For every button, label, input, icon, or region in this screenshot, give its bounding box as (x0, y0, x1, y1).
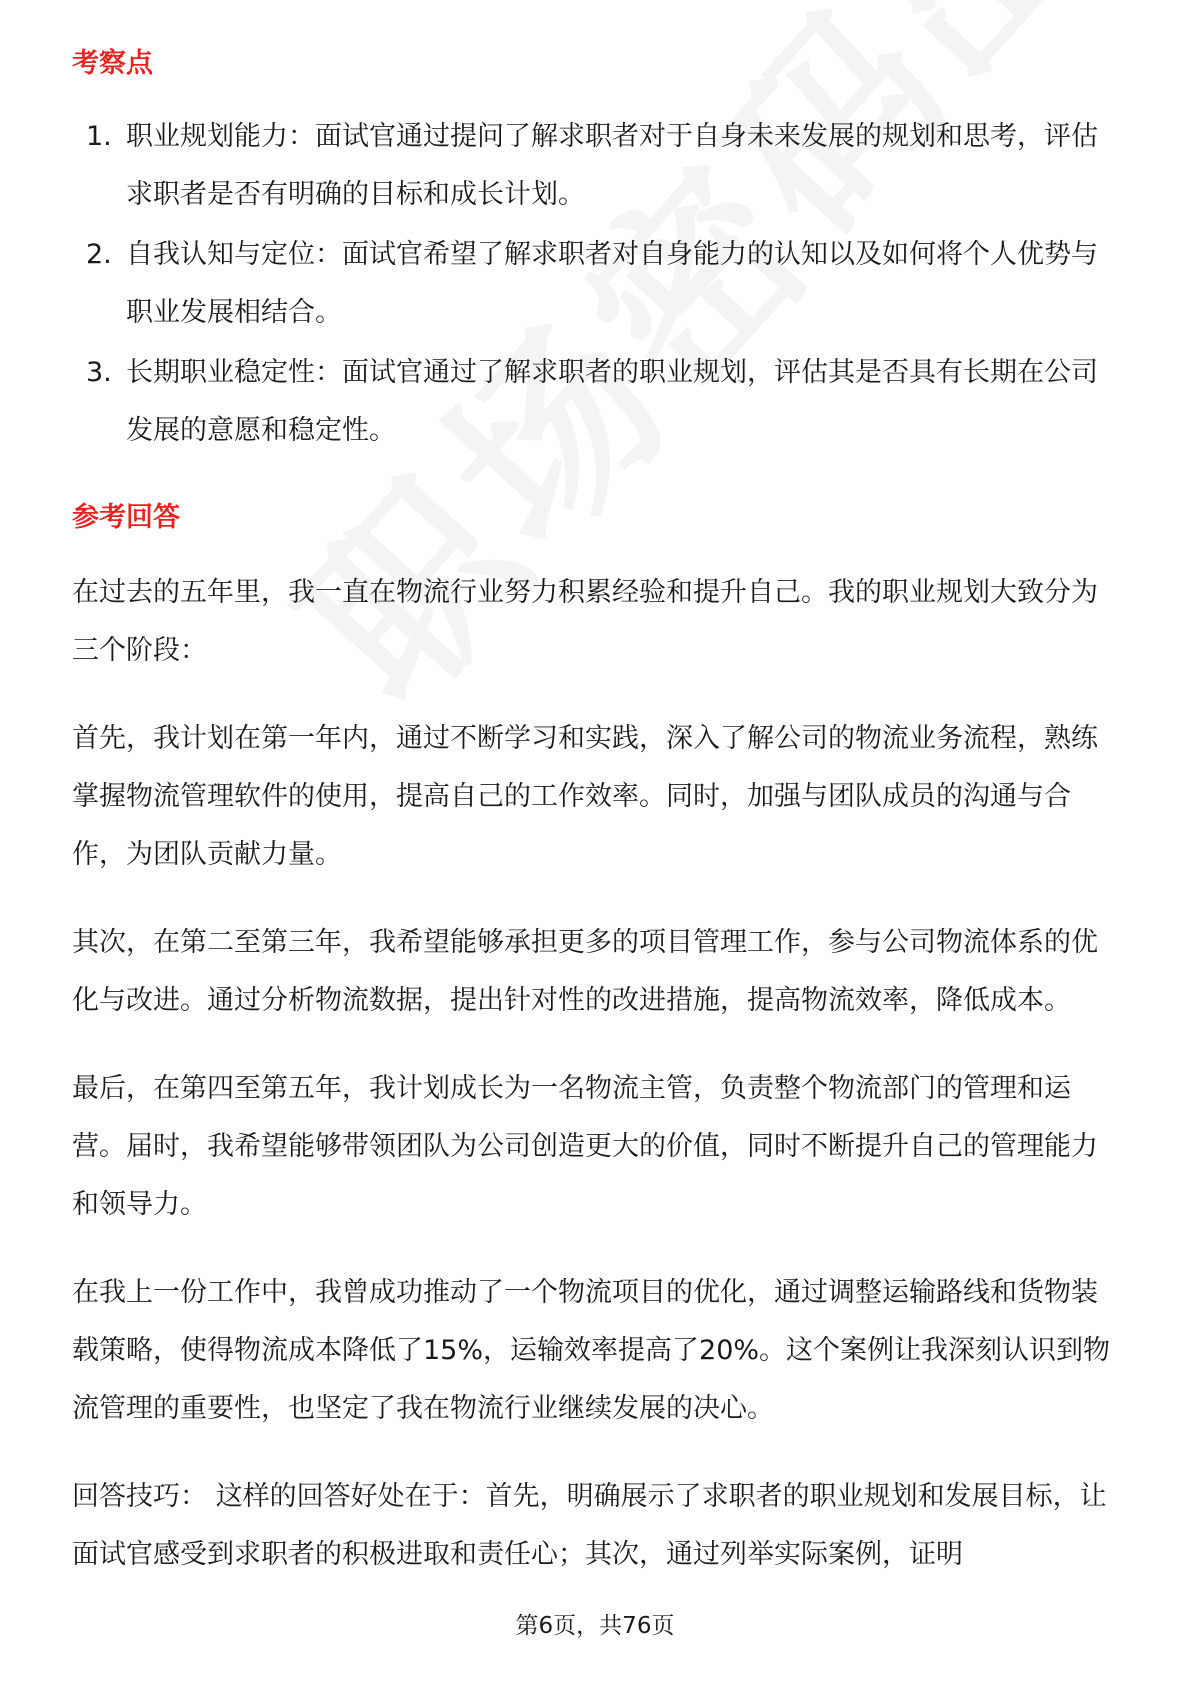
list-item-text: 职业规划能力：面试官通过提问了解求职者对于自身未来发展的规划和思考，评估求职者是否有明确的目标和成长计划。 (126, 121, 1098, 210)
list-item-text: 自我认知与定位：面试官希望了解求职者对自身能力的认知以及如何将个人优势与职业发展相结合。 (126, 239, 1098, 328)
paragraph: 其次，在第二至第三年，我希望能够承担更多的项目管理工作，参与公司物流体系的优化与改进。通过分析物流数据，提出针对性的改进措施，提高物流效率，降低成本。 (72, 927, 1098, 1016)
paragraph: 首先，我计划在第一年内，通过不断学习和实践，深入了解公司的物流业务流程，熟练掌握物流管理软件的使用，提高自己的工作效率。同时，加强与团队成员的沟通与合作，为团队贡献力量。 (72, 723, 1098, 870)
list-item-number: 2. (86, 239, 112, 270)
paragraph: 最后，在第四至第五年，我计划成长为一名物流主管，负责整个物流部门的管理和运营。届时，我希望能够带领团队为公司创造更大的价值，同时不断提升自己的管理能力和领导力。 (72, 1073, 1098, 1220)
list-item (72, 108, 1122, 224)
paragraph: 在我上一份工作中，我曾成功推动了一个物流项目的优化，通过调整运输路线和货物装载策略，使得物流成本降低了15%，运输效率提高了20%。这个案例让我深刻认识到物流管理的重要性，也坚定了我在物流行业继续发展的决心。 (72, 1277, 1111, 1424)
document-body (72, 44, 1122, 1614)
list-item (72, 344, 1122, 460)
list-item (72, 226, 1122, 342)
page-number: 第6页，共76页 (515, 1613, 675, 1639)
list-item-number: 3. (86, 357, 112, 388)
list-item-text: 长期职业稳定性：面试官通过了解求职者的职业规划，评估其是否具有长期在公司发展的意愿和稳定性。 (126, 357, 1098, 446)
points-heading: 考察点 (72, 48, 153, 79)
points-list (72, 108, 1122, 460)
paragraph: 回答技巧： 这样的回答好处在于：首先，明确展示了求职者的职业规划和发展目标，让面试官感受到求职者的积极进取和责任心；其次，通过列举实际案例，证明 (72, 1481, 1107, 1570)
paragraph: 在过去的五年里，我一直在物流行业努力积累经验和提升自己。我的职业规划大致分为三个阶段： (72, 577, 1098, 666)
list-item-number: 1. (86, 121, 112, 152)
answer-heading: 参考回答 (72, 502, 180, 533)
